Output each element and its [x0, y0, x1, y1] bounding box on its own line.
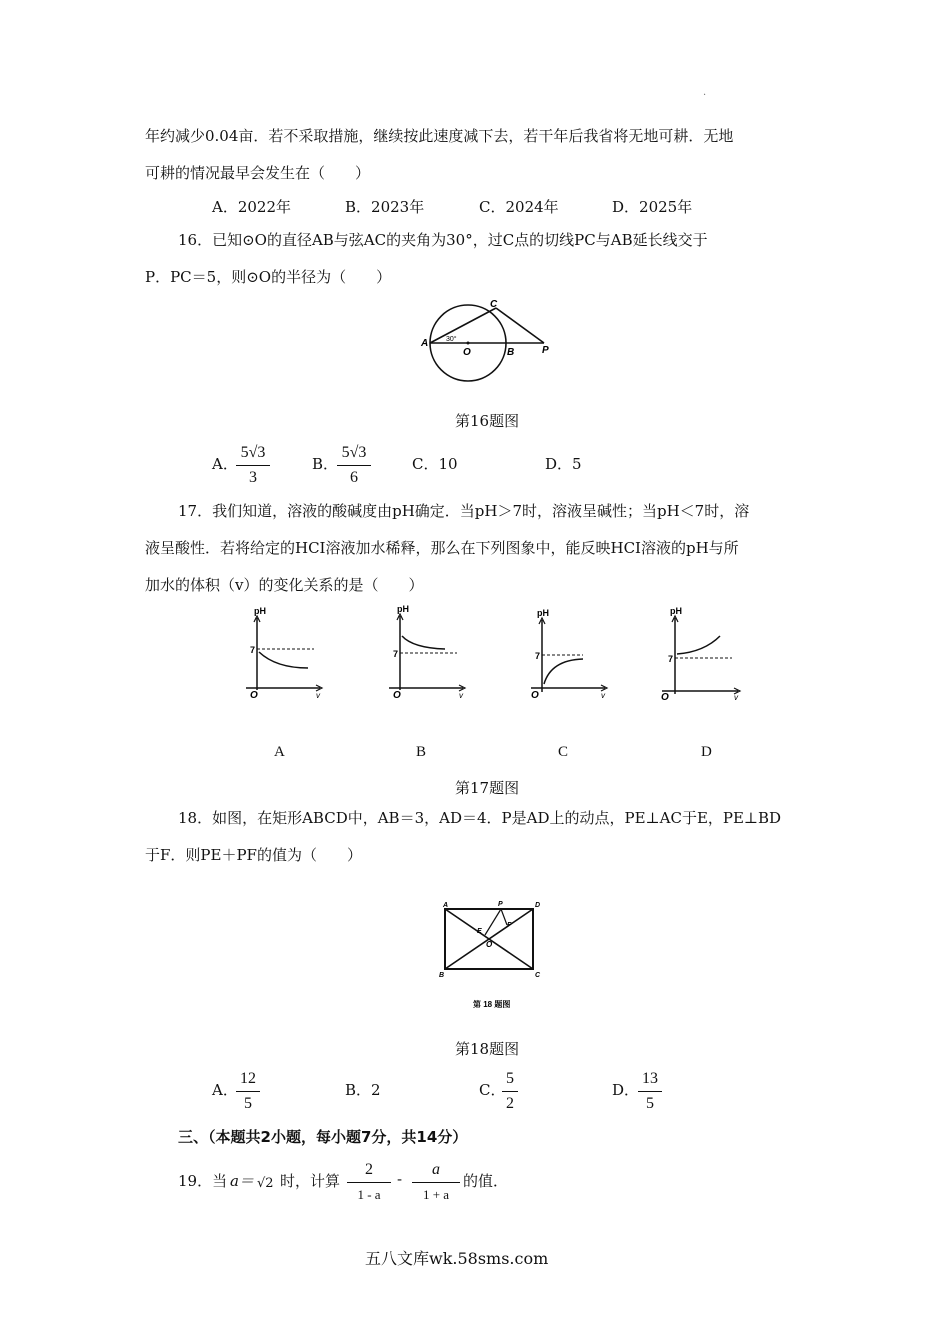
q17-letter-a: A	[274, 744, 285, 760]
q18-option-b: B．2	[345, 1081, 381, 1099]
svg-text:pH: pH	[254, 606, 266, 616]
q18-option-c-label: C．	[479, 1081, 506, 1099]
footer-watermark: 五八文库wk.58sms.com	[365, 1249, 549, 1268]
q15-option-a: A．2022年	[212, 198, 292, 216]
q18-option-a-label: A．	[212, 1081, 238, 1099]
svg-text:O: O	[486, 940, 493, 949]
q18-option-d-fraction: 13 5	[638, 1070, 662, 1113]
q17-graph-d	[658, 602, 748, 702]
q19-suffix: 的值．	[463, 1172, 509, 1190]
q17-letter-c: C	[558, 744, 569, 760]
q18-line1: 18．如图，在矩形ABCD中，AB＝3，AD＝4．P是AD上的动点，PE⊥AC于E，PE⊥BD	[178, 809, 782, 827]
top-dot: ·	[703, 90, 707, 101]
q17-graph-c	[525, 604, 615, 704]
svg-text:v: v	[459, 691, 463, 700]
q16-line2: P．PC＝5，则⊙O的半径为（ ）	[145, 268, 392, 286]
q17-line1: 17．我们知道，溶液的酸碱度由pH确定．当pH＞7时，溶液呈碱性；当pH＜7时，溶	[178, 502, 750, 520]
q16-line1: 16．已知⊙O的直径AB与弦AC的夹角为30°，过C点的切线PC与AB延长线交于	[178, 231, 708, 249]
svg-text:pH: pH	[537, 608, 549, 618]
fig16-label-b: B	[507, 347, 515, 358]
q16-option-c: C．10	[412, 455, 458, 473]
fig16-label-c: C	[490, 299, 498, 310]
q16-circle-figure	[420, 295, 560, 390]
svg-text:O: O	[531, 690, 539, 701]
fig16-label-a: A	[421, 338, 429, 349]
q15-line2: 可耕的情况最早会发生在（ ）	[145, 164, 371, 182]
q17-line3: 加水的体积（v）的变化关系的是（ ）	[145, 576, 424, 594]
q18-option-a-fraction: 12 5	[236, 1070, 260, 1113]
q16-option-b-label: B．	[312, 455, 339, 473]
svg-text:v: v	[316, 691, 320, 700]
svg-text:B: B	[439, 972, 445, 979]
q17-letter-b: B	[416, 744, 427, 760]
svg-text:F: F	[507, 922, 512, 929]
fig16-angle-label: 30°	[446, 336, 457, 343]
svg-text:7: 7	[250, 645, 256, 655]
q15-option-c: C．2024年	[479, 198, 559, 216]
svg-text:E: E	[477, 928, 482, 935]
q16-option-b-fraction: 5√3 6	[337, 444, 371, 487]
q17-line2: 液呈酸性．若将给定的HCI溶液加水稀释，那么在下列图象中，能反映HCI溶液的pH与所	[145, 539, 739, 557]
svg-text:pH: pH	[397, 604, 409, 614]
q18-caption: 第18题图	[455, 1040, 520, 1058]
q18-line2: 于F．则PE＋PF的值为（ ）	[145, 846, 362, 864]
q19-minus: -	[397, 1170, 403, 1188]
q19-mid: 时，计算	[280, 1172, 341, 1190]
fig16-label-o: O	[463, 347, 471, 358]
q17-graph-a	[240, 602, 330, 702]
q17-letter-d: D	[701, 744, 712, 760]
q15-option-b: B．2023年	[345, 198, 425, 216]
q15-option-d: D．2025年	[612, 198, 693, 216]
svg-text:O: O	[393, 690, 401, 700]
q18-option-d-label: D．	[612, 1081, 640, 1099]
q17-graph-b	[383, 600, 473, 700]
q16-option-d: D．5	[545, 455, 582, 473]
q19-a-eq: a＝	[230, 1172, 254, 1190]
svg-text:A: A	[443, 902, 449, 909]
q16-option-a-label: A．	[212, 455, 238, 473]
svg-text:O: O	[661, 692, 669, 702]
q15-line1: 年约减少0.04亩．若不采取措施，继续按此速度减下去，若干年后我省将无地可耕．无地	[145, 127, 734, 145]
svg-text:pH: pH	[670, 606, 682, 616]
svg-text:v: v	[601, 691, 605, 700]
svg-text:C: C	[535, 972, 541, 979]
q19-fraction-1: 2 1 - a	[347, 1161, 391, 1204]
svg-text:P: P	[498, 901, 503, 908]
q16-option-a-fraction: 5√3 3	[236, 444, 270, 487]
q17-caption: 第17题图	[455, 779, 520, 797]
section-3-heading: 三、（本题共2小题，每小题7分，共14分）	[178, 1128, 468, 1146]
q19-prefix: 19．当	[178, 1172, 228, 1190]
svg-text:7: 7	[668, 654, 674, 664]
svg-text:7: 7	[393, 649, 399, 659]
q19-sqrt2: √2	[257, 1176, 274, 1191]
svg-text:7: 7	[535, 651, 541, 661]
svg-text:O: O	[250, 690, 258, 701]
q16-caption: 第16题图	[455, 412, 520, 430]
svg-text:v: v	[734, 693, 738, 702]
fig16-label-p: P	[542, 345, 549, 356]
q18-option-c-fraction: 5 2	[502, 1070, 518, 1113]
svg-text:D: D	[535, 902, 541, 909]
q18-rectangle-figure	[435, 897, 545, 1015]
q18-inner-caption: 第 18 题图	[473, 1000, 511, 1009]
q19-fraction-2: a 1 + a	[412, 1161, 460, 1204]
